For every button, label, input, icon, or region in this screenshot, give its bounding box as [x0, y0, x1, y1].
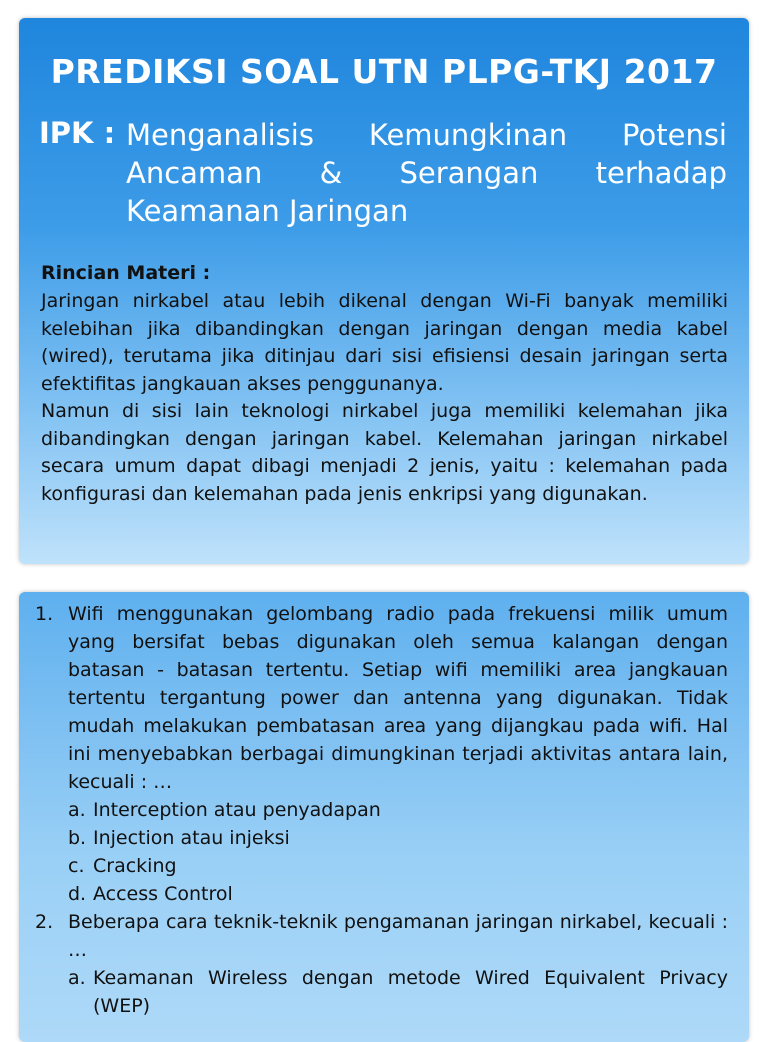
question-item: [35, 600, 728, 796]
option-text: Keamanan Wireless dengan metode Wired Equivalent Privacy (WEP): [93, 967, 728, 1017]
option-letter: c.: [68, 855, 85, 877]
rincian-paragraph: Namun di sisi lain teknologi nirkabel juga memiliki kelemahan jika dibandingkan dengan jaringan kabel. Kelemahan jaringan nirkabel secara umum dapat dibagi menjadi 2 jenis, yaitu : kelemahan pada konfigurasi dan kelemahan pada jenis enkripsi yang digunakan.: [41, 400, 728, 505]
slide-2: [19, 592, 749, 1042]
option-letter: a.: [68, 799, 86, 821]
rincian-paragraph: Jaringan nirkabel atau lebih dikenal dengan Wi-Fi banyak memiliki kelebihan jika dibandingkan dengan jaringan dengan media kabel (wired), terutama jika ditinjau dari sisi efisiensi desain jaringan serta efektifitas jangkauan akses penggunanya.: [41, 290, 728, 395]
answer-option: [35, 852, 728, 880]
question-text: Wifi menggunakan gelombang radio pada frekuensi milik umum yang bersifat bebas digunakan oleh semua kalangan dengan batasan - batasan tertentu. Setiap wifi memiliki area jangkauan tertentu tergantung power dan antenna yang digunakan. Tidak mudah melakukan pembatasan area yang dijangkau pada wifi. Hal ini menyebabkan berbagai dimungkinan terjadi aktivitas antara lain, kecuali : …: [68, 603, 728, 793]
slide-1: [19, 18, 749, 564]
ipk-label: IPK :: [39, 116, 116, 150]
option-text: Cracking: [93, 855, 177, 877]
answer-option: [35, 880, 728, 908]
answer-option: [35, 824, 728, 852]
rincian-heading: Rincian Materi :: [41, 262, 211, 284]
question-number: 1.: [35, 603, 54, 625]
question-number: 2.: [35, 911, 54, 933]
question-item: [35, 908, 728, 964]
slide-title: PREDIKSI SOAL UTN PLPG-TKJ 2017: [50, 52, 718, 91]
option-letter: a.: [68, 967, 86, 989]
answer-option: [35, 796, 728, 824]
answer-option: [35, 964, 728, 1020]
rincian-body: [41, 288, 728, 508]
option-text: Interception atau penyadapan: [93, 799, 381, 821]
option-text: Injection atau injeksi: [93, 827, 290, 849]
option-text: Access Control: [93, 883, 233, 905]
option-letter: b.: [68, 827, 87, 849]
question-list: [35, 600, 728, 1020]
ipk-text: Menganalisis Kemungkinan Potensi Ancaman & Serangan terhadap Keamanan Jaringan: [126, 118, 727, 228]
question-text: Beberapa cara teknik-teknik pengamanan jaringan nirkabel, kecuali : …: [68, 911, 728, 961]
option-letter: d.: [68, 883, 87, 905]
